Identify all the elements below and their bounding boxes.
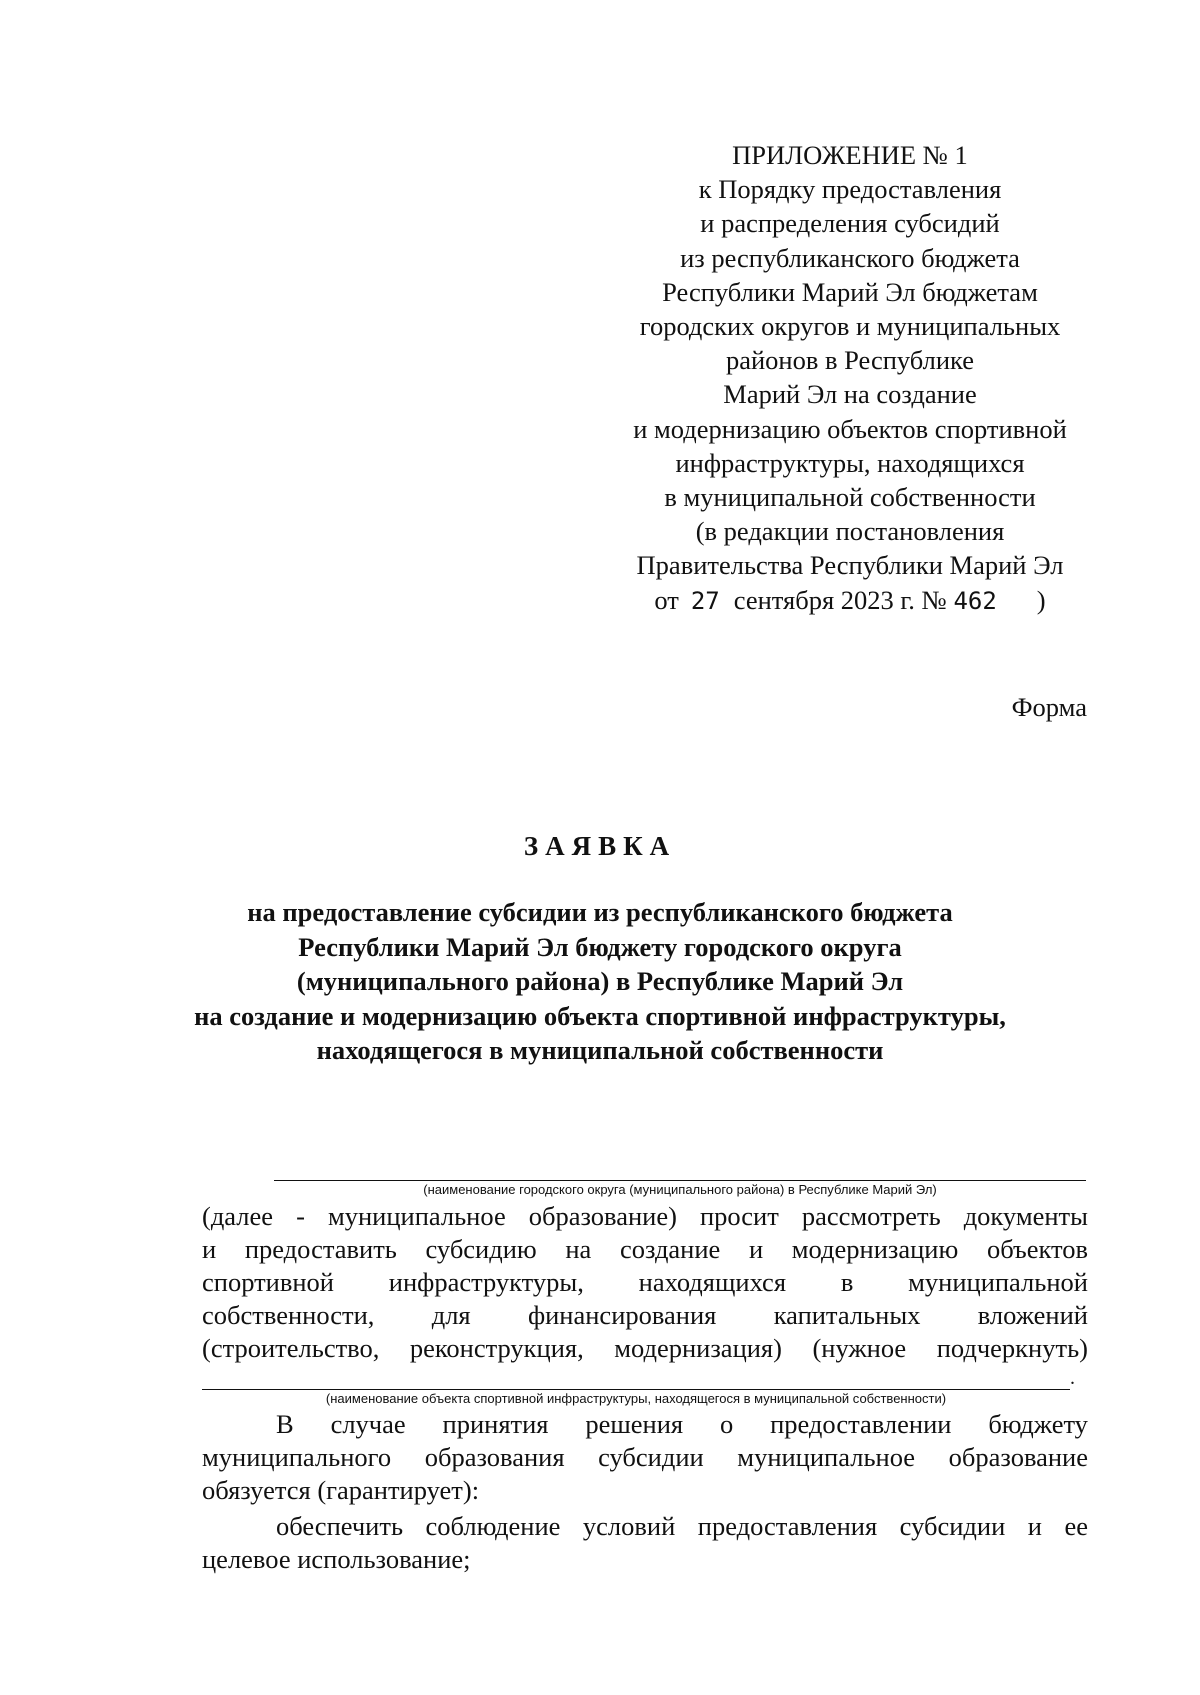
word: муниципальной xyxy=(908,1267,1088,1297)
paragraph-line xyxy=(202,1332,1088,1365)
date-suffix: ) xyxy=(1036,584,1046,615)
word: и xyxy=(202,1234,217,1264)
word: предоставления xyxy=(697,1511,878,1541)
appendix-line: и распределения субсидий xyxy=(700,208,1000,239)
appendix-line: городских округов и муниципальных xyxy=(639,311,1061,342)
word: принятия xyxy=(442,1409,549,1439)
word: условий xyxy=(582,1511,676,1541)
appendix-line: (в редакции постановления xyxy=(695,516,1005,547)
appendix-line: из республиканского бюджета xyxy=(680,242,1020,273)
form-label: Форма xyxy=(1011,692,1087,722)
word: просит xyxy=(699,1201,779,1231)
word: реконструкция, xyxy=(409,1333,584,1363)
subtitle-line: находящегося в муниципальной собственности xyxy=(316,1035,884,1065)
word: капитальных xyxy=(773,1300,921,1330)
word: соблюдение xyxy=(425,1511,561,1541)
word: предоставить xyxy=(244,1234,397,1264)
word: - xyxy=(296,1201,305,1231)
word: субсидии xyxy=(899,1511,1006,1541)
appendix-line: и модернизацию объектов спортивной xyxy=(633,413,1067,444)
document-title: ЗАЯВКА xyxy=(523,831,677,861)
word: В xyxy=(276,1409,294,1439)
word: на xyxy=(565,1234,592,1264)
word: ее xyxy=(1064,1511,1088,1541)
appendix-line: Марий Эл на создание xyxy=(723,379,977,410)
request-paragraph xyxy=(202,1200,1088,1365)
word: для xyxy=(431,1300,471,1330)
word: подчеркнуть) xyxy=(936,1333,1088,1363)
paragraph-line xyxy=(202,1408,1088,1441)
appendix-line: ПРИЛОЖЕНИЕ № 1 xyxy=(732,140,968,170)
word: объектов xyxy=(986,1234,1088,1264)
date-prefix: от xyxy=(654,584,679,615)
word: инфраструктуры, xyxy=(388,1267,584,1297)
appendix-line: районов в Республике xyxy=(725,345,974,376)
word: образование xyxy=(948,1442,1088,1472)
word: спортивной xyxy=(202,1267,334,1297)
word: обеспечить xyxy=(276,1511,404,1541)
word: модернизацию xyxy=(791,1234,959,1264)
word: образования xyxy=(424,1442,565,1472)
obligation-paragraph xyxy=(202,1408,1088,1507)
resolution-date-line xyxy=(600,583,1100,618)
word: модернизация) xyxy=(614,1333,782,1363)
subtitle-line: (муниципального района) в Республике Марий Эл xyxy=(296,966,904,996)
word: собственности, xyxy=(202,1300,375,1330)
word: муниципальное xyxy=(327,1201,506,1231)
date-day: 27 xyxy=(690,586,720,615)
field-end-dot: . xyxy=(1070,1367,1075,1389)
paragraph-line xyxy=(202,1510,1088,1543)
word: образование) xyxy=(528,1201,677,1231)
paragraph-line xyxy=(202,1233,1088,1266)
subtitle-line: на создание и модернизацию объекта спортивной инфраструктуры, xyxy=(194,1000,1006,1031)
paragraph-line: обязуется (гарантирует): xyxy=(202,1475,480,1505)
word: муниципального xyxy=(202,1442,392,1472)
word: случае xyxy=(330,1409,406,1439)
word: муниципальное xyxy=(737,1442,916,1472)
word: в xyxy=(840,1267,854,1297)
word: субсидии xyxy=(598,1442,704,1472)
word: и xyxy=(1027,1511,1042,1541)
paragraph-line xyxy=(202,1200,1088,1233)
municipality-name-field[interactable] xyxy=(274,1180,1086,1181)
appendix-line: инфраструктуры, находящихся xyxy=(675,447,1025,478)
appendix-line: Правительства Республики Марий Эл xyxy=(636,550,1064,581)
facility-name-caption: (наименование объекта спортивной инфраструктуры, находящегося в муниципальной собственности) xyxy=(325,1391,947,1406)
document-subtitle xyxy=(150,895,1050,1068)
word: вложений xyxy=(977,1300,1088,1330)
appendix-line: к Порядку предоставления xyxy=(698,174,1002,205)
resolution-number: 462 xyxy=(953,586,997,615)
word: о xyxy=(719,1409,734,1439)
word: находящихся xyxy=(638,1267,787,1297)
word: предоставлении xyxy=(770,1409,952,1439)
appendix-line: в муниципальной собственности xyxy=(664,482,1036,513)
word: (нужное xyxy=(812,1333,907,1363)
word: решения xyxy=(585,1409,684,1439)
word: бюджету xyxy=(988,1409,1088,1439)
word: документы xyxy=(963,1201,1088,1231)
appendix-line: Республики Марий Эл бюджетам xyxy=(662,276,1038,307)
paragraph-line: целевое использование; xyxy=(202,1544,471,1574)
word: финансирования xyxy=(527,1300,717,1330)
subtitle-line: Республики Марий Эл бюджету городского округа xyxy=(298,931,902,962)
facility-name-field[interactable] xyxy=(202,1389,1070,1390)
word: и xyxy=(748,1234,764,1264)
word: (далее xyxy=(202,1201,274,1231)
subtitle-line: на предоставление субсидии из республиканского бюджета xyxy=(247,897,953,927)
paragraph-line xyxy=(202,1299,1088,1332)
word: рассмотреть xyxy=(801,1201,941,1231)
condition-paragraph xyxy=(202,1510,1088,1576)
paragraph-line xyxy=(202,1441,1088,1474)
word: субсидию xyxy=(425,1234,537,1264)
municipality-name-caption: (наименование городского округа (муниципального района) в Республике Марий Эл) xyxy=(423,1182,937,1197)
date-month-year: сентября 2023 г. № xyxy=(733,584,947,615)
appendix-header xyxy=(600,138,1100,618)
word: создание xyxy=(619,1234,721,1264)
paragraph-line xyxy=(202,1266,1088,1299)
word: (строительство, xyxy=(202,1333,380,1363)
